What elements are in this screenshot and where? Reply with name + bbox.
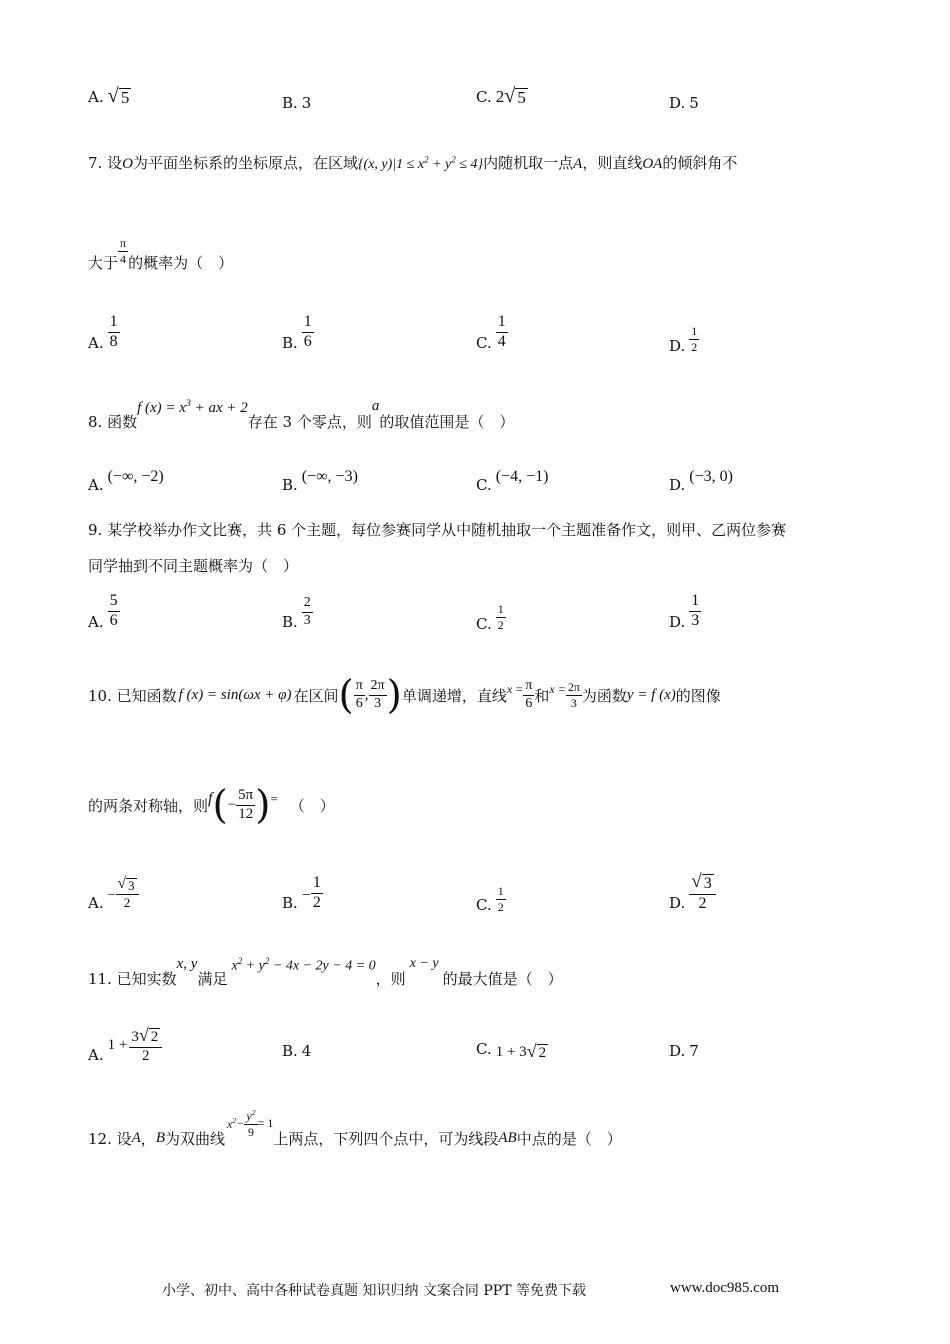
q9-stem-line2: 同学抽到不同主题概率为（ ） [88, 557, 299, 575]
q8-option-c: C. (−4, −1) [476, 468, 549, 494]
q6-option-c: C. 2 √ 5 [476, 85, 526, 107]
q7-option-c: C. $\frac{1}{4}$ [476, 312, 506, 352]
q9-option-a: A. $\frac{5}{6}$ [88, 591, 118, 631]
q10-option-d: D. √ 3 2 [669, 872, 716, 912]
q9-stem-line1: 9. 某学校举办作文比赛，共 6 个主题，每位参赛同学从中随机抽取一个主题准备作文，则甲、乙两位参赛 [88, 521, 787, 539]
q10-stem-line1: 10. 已知函数 f (x) = sin(ωx + φ) 在区间 ( $\frac{\pi}{6}$ , $\frac{2\pi}{3}$ ) 单调递增，直线 x = $\frac{\pi}{6}$ 和 x = $\frac{2\pi}{3}$ 为函数 y = f (x) 的图像 [88, 673, 721, 718]
fraction: √ 3 2 [116, 876, 139, 910]
q9-option-d: D. $\frac{1}{3}$ [669, 591, 700, 631]
q7-stem-line1: 7. 设O为平面坐标系的坐标原点，在区域{(x, $y)|1 \le x^2 + y^2 \le 4$}内随机取一点A，则直线OA的倾斜角不 [88, 154, 738, 172]
q9-option-c: C. $\frac{1}{2}$ [476, 601, 504, 633]
q8-option-b: B. (−∞, −3) [282, 468, 358, 494]
fraction: √ 3 2 [689, 872, 716, 912]
q10-option-b: B. − $\frac{1}{2}$ [282, 873, 321, 912]
q8-function: f $(x) = x^3$ + ax + 2 [137, 398, 248, 416]
fraction: $\frac{1}{6}$ [303, 312, 312, 350]
fraction: $\frac{2\pi}{3}$ [370, 678, 385, 711]
fraction: $\frac{1}{4}$ [497, 312, 506, 350]
q12-hyperbola: $x^2$ − $\frac{y^2}{9}$ = 1 [227, 1107, 274, 1139]
q10-stem-line2: 的两条对称轴，则 f ( − $\frac{5\pi}{12}$ ) = （ ） [88, 783, 335, 828]
q7-option-d: D. $\frac{1}{2}$ [669, 323, 698, 355]
q7-region-set: {(x, $y)|1 \le x^2 + y^2 \le 4$} [357, 154, 484, 172]
fraction: $\frac{2}{3}$ [303, 594, 311, 628]
fraction: $\frac{1}{8}$ [109, 312, 118, 350]
fraction: $\frac{\pi}{6}$ [525, 678, 533, 711]
q11-option-c: C. 1 + 3 √ 2 [476, 1039, 547, 1061]
fraction: $\frac{2\pi}{3}$ [567, 680, 580, 710]
q9-option-b: B. $\frac{2}{3}$ [282, 594, 311, 631]
sqrt-expression: √ 5 [107, 85, 130, 107]
q10-option-c: C. $\frac{1}{2}$ [476, 883, 504, 914]
fraction: $\frac{1}{2}$ [497, 883, 504, 914]
q12-stem: 12. 设 A ， B 为双曲线 $x^2$ − $\frac{y^2}{9}$ = 1 上两点，下列四个点中，可为线段 AB 中点的是（ ） [88, 1107, 622, 1148]
q8-stem: 8. 函数 f $(x) = x^3$ + ax + 2 存在 3 个零点，则 a 的取值范围是（ ） [88, 398, 515, 431]
sqrt-expression: √ 5 [504, 85, 526, 107]
fraction: $\frac{5}{6}$ [109, 591, 118, 629]
q11-option-a: A. 1 + 3 √ 2 2 [88, 1026, 162, 1065]
q11-equation: $x^2 + y^2 - 4x - 2y - 4 = 0$ [231, 956, 376, 974]
q11-stem: 11. 已知实数 x, y 满足 $x^2 + y^2 - 4x - 2y - 4 = 0$ ，则 x − y 的最大值是（ ） [88, 956, 563, 988]
q6-option-a: A. √ 5 [88, 85, 130, 107]
q6-option-d: D. 5 [669, 94, 699, 112]
footer-link[interactable]: www.doc985.com [670, 1280, 780, 1296]
footer-text: 小学、初中、高中各种试卷真题 知识归纳 文案合同 PPT 等免费下载 [162, 1283, 586, 1299]
fraction: $\frac{\pi}{4}$ [120, 236, 127, 266]
sqrt-expression: √ 2 [526, 1041, 547, 1061]
fraction: $\frac{1}{2}$ [497, 601, 504, 632]
q7-stem-line2: 大于 $\frac{\pi}{4}$ 的概率为（ ） [88, 236, 234, 272]
q8-option-d: D. (−3, 0) [669, 468, 733, 494]
q7-option-a: A. $\frac{1}{8}$ [88, 312, 118, 352]
fraction: $\frac{\pi}{6}$ [355, 678, 363, 711]
fraction: $\frac{5\pi}{12}$ [238, 787, 254, 822]
fraction: $\frac{1}{2}$ [312, 873, 321, 911]
q7-option-b: B. $\frac{1}{6}$ [282, 312, 312, 352]
fraction: $\frac{1}{2}$ [691, 323, 698, 354]
q8-option-a: A. (−∞, −2) [88, 468, 164, 494]
q11-option-b: B. 4 [282, 1042, 312, 1060]
fraction: 3 √ 2 2 [129, 1026, 162, 1065]
q11-option-d: D. 7 [669, 1042, 699, 1060]
fraction: $\frac{1}{3}$ [691, 591, 700, 629]
q6-option-b: B. 3 [282, 94, 312, 112]
q10-option-a: A. − √ 3 2 [88, 874, 139, 912]
